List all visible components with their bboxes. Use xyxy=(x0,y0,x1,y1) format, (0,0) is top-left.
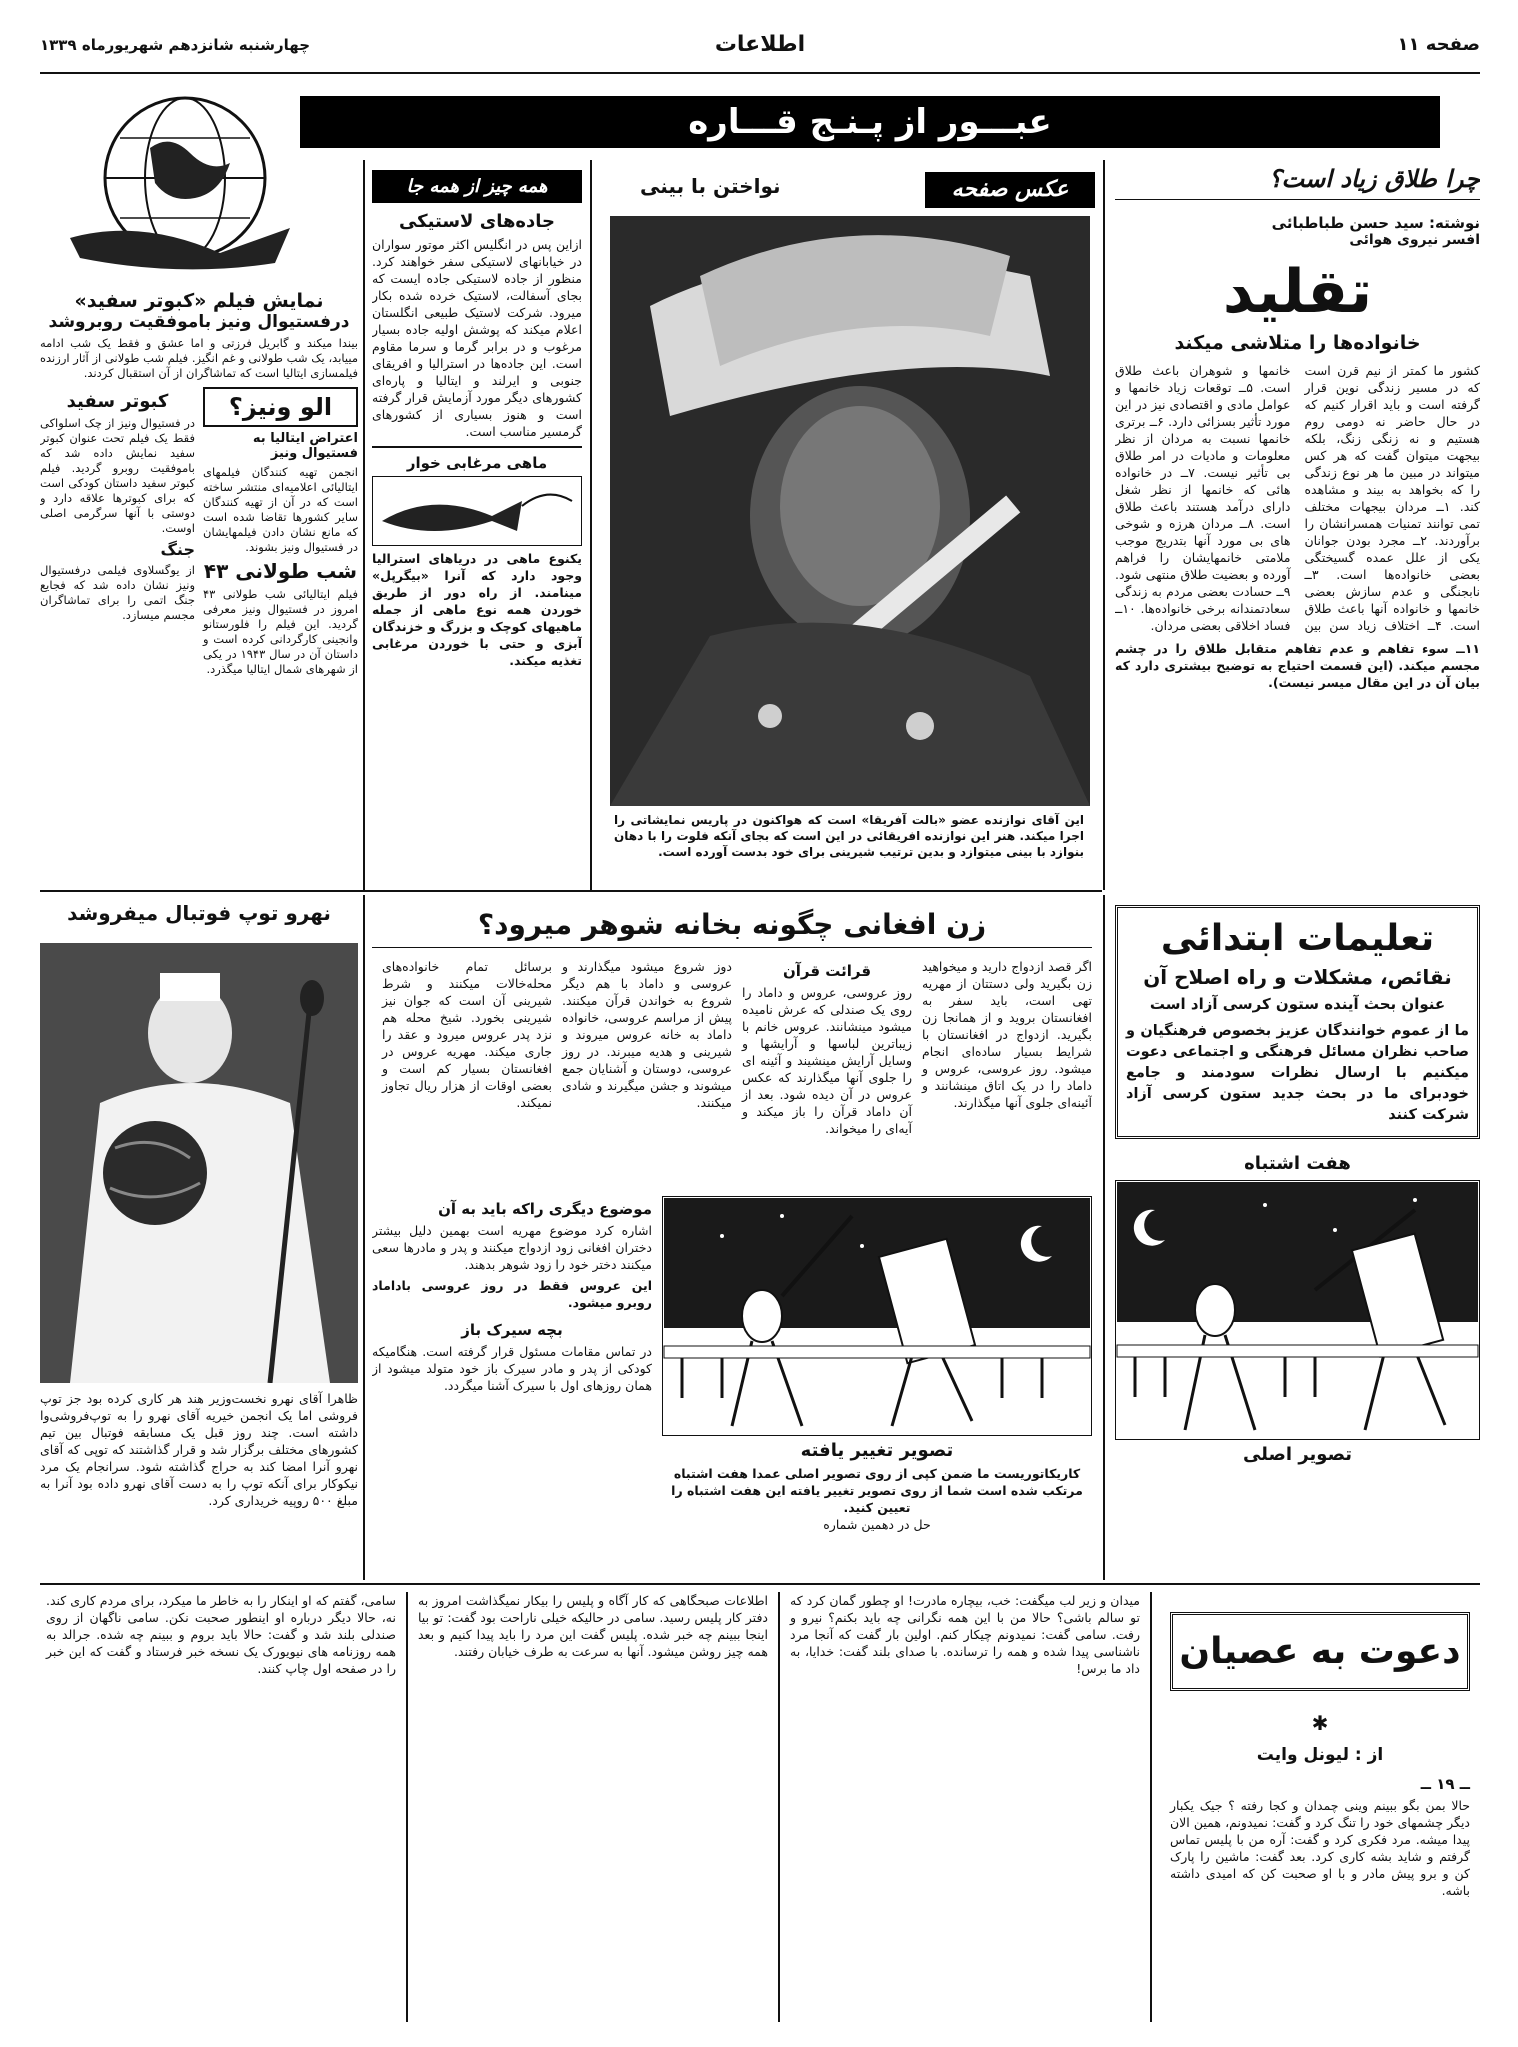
white-dove-title: نمایش فیلم «کبوتر سفید» xyxy=(74,290,324,312)
long-night-title: شب طولانی ۴۳ xyxy=(203,559,358,583)
row1-bottom-rule xyxy=(40,890,1102,892)
seven-mistakes-title: هفت اشتباه xyxy=(1244,1153,1351,1174)
paper-name: اطلاعات xyxy=(714,32,806,57)
circus-child-title: بچه سیرک باز xyxy=(461,1321,563,1339)
white-dove-subtitle: درفستیوال ونیز باموفقیت روبروشد xyxy=(48,312,350,332)
misc-rule xyxy=(372,446,582,448)
original-cartoon xyxy=(1115,1180,1480,1440)
other-topic-body: اشاره کرد موضوع مهریه است بهمین دلیل بیشتر دختران افغانی زود ازدواج میکنند و پدر و مادرها سعی میکنند دختر خود را زود شوهر بدهند. xyxy=(372,1223,652,1272)
afghan-col-2: روز عروسی، عروس و داماد را روی یک صندلی که عرش نامیده میشود مینشانند. عروس خانم با زیباترین لباسها و آرایشها و وسایل آرایش مینشیند و آئینه ای را جلوی آنها میگذارند که عکس عروس در آن دیده شود. بعد از آن داماد قرآن را باز میکند و آیه‌ای را میخواند. xyxy=(742,985,912,1136)
afghan-article xyxy=(372,900,1092,1580)
row2-divider-2 xyxy=(1103,895,1105,1580)
altered-cartoon-note: حل در دهمین شماره xyxy=(823,1517,931,1532)
education-subtitle: نقائص، مشکلات و راه اصلاح آن xyxy=(1143,965,1452,989)
nehru-title: نهرو توپ فوتبال میفروشد xyxy=(67,901,331,925)
photo-illustration xyxy=(610,216,1090,806)
serial-divider-1 xyxy=(1150,1592,1152,2022)
white-dove-review-body: در فستیوال ونیز از چک اسلواکی فقط یک فیلم تحت عنوان کبوتر سفید نمایش داده شد که باموفقیت روبرو گردید. فیلم کبوتر سفید داستان کودکی است که برای کبوترها علاقه دارد و دوستی با آنها سرگرمی اصلی اوست. xyxy=(40,416,195,535)
rubber-roads-body: ازاین پس در انگلیس اکثر موتور سواران در خیابانهای لاستیکی سفر خواهند کرد. منظور از جاده لاستیکی جاده ایست که بجای آسفالت، لاستیک خرده شده بکار میرود. شرکت لاستیک طبیعی انگلستان اعلام میکند که پوشش اولیه جاده بسیار مرغوب و در برابر گرما و سرما مقاوم است. این جاده‌ها در استرالیا و افریقای جنوبی و ایرلند و ایتالیا و پاره‌ای کشورهای دیگر مورد آزمایش قرار گرفته است و هنوز بسیاری از کشورهای گرمسیر مناسب است. xyxy=(372,237,582,439)
divorce-subhead: خانواده‌ها را متلاشی میکند xyxy=(1174,332,1421,354)
education-note: عنوان بحث آینده ستون کرسی آزاد است xyxy=(1149,995,1446,1013)
primary-education-box xyxy=(1115,905,1480,1575)
row2-divider-1 xyxy=(363,895,365,1580)
afghan-col-4: برسائل تمام خانواده‌های محله‌خالات میکنند و شرط شیرینی آن است که جوان نیز شیرینی بخورد. شیخ محله هم نزد پدر عروس میرود و عقد را جاری میکند. مهریه عروس در افغانستان بسیار کم است و بعضی اوقات از هزار ریال تجاوز نمیکند. xyxy=(382,959,552,1110)
serial-part: ــ ۱۹ ــ xyxy=(1420,1775,1470,1793)
fish-illustration xyxy=(372,476,582,546)
war-body: از یوگسلاوی فیلمی درفستیوال ونیز نشان داده شد که فجایع جنگ اتمی را برای تماشاگران مجسم میسازد. xyxy=(40,563,195,622)
altered-cartoon-title: تصویر تغییر یافته xyxy=(800,1440,954,1461)
divorce-body: کشور ما کمتر از نیم قرن است که در مسیر زندگی نوین قرار گرفته است و باید اقرار کنیم که در حال حاضر نه دومی روم هستیم و نه زنگی زنگ، بلکه بیجهت میتوان گفت که هر کس میتواند در مبین ما هر نوع زندگی را که بخواهد به بیند و مشاهده کند. ۱ــ مردان بیجهات مختلف تمی توانند تمنیات همسرانشان را برآوردند. ۲ــ مجرد بودن جوانان یکی از علل عمده گسیختگی بعضی خانواده‌ها است. ۳ــ نابجنگی و عدم سازش بعضی خانمها و خانواده آنها باعث طلاق است. ۴ــ اختلاف زیاد سن بین خانمها و شوهران باعث طلاق است. ۵ــ توقعات زیاد خانمها و عوامل مادی و اقتصادی نیز در این مورد تأثیر بسزائی دارد. ۶ــ برتری خانمها نسبت به مردان از نظر معلومات و مادیات در امر طلاق بی تأثیر نیست. ۷ــ در خانواده هائی که خانمها از نظر شغل دارای درآمد هستند باعث طلاق است. ۸ــ مردان هرزه و شوخی های بی مورد آنها بتدریج موجب ملامتی خانمهایشان را فراهم آورده و بعضیت طلاق منتهی شود. ۹ــ حسادت بعضی مردم به زندگی سعادتمندانه برخی خانواده‌ها. ۱۰ــ فساد اخلاقی بعضی مردان. xyxy=(1115,363,1480,633)
serial-divider-3 xyxy=(406,1592,408,2022)
masthead-rule xyxy=(40,72,1480,74)
serial-col-1: حالا بمن بگو ببینم وینی چمدان و کجا رفته ؟ جیک یکبار دیگر چشمهای خود را تنگ کرد و گفت: نمیدونم، همین الان پیدا میشه. مرد فکری کرد و گفت: آره من با پلیس تماس گرفتم و شاید بشه کاری کرد. بعد گفت: ماشین را پارک کن و برو پیش مادر و با او صحبت کن که امیدی داشته باشه. xyxy=(1170,1798,1470,1898)
circus-child-body: در تماس مقامات مسئول قرار گرفته است. هنگامیکه کودکی از پدر و مادر سیرک باز خود متولد میشود از همان روزهای اول با سیرک آشنا میگردد. xyxy=(372,1344,652,1393)
photo-feature xyxy=(600,160,1095,885)
col3-divider xyxy=(363,160,365,890)
banner-box xyxy=(300,96,1440,148)
photo-caption: این آقای نوازنده عضو «بالت آفریقا» است که هواکنون در پاریس نمایشاتی را اجرا میکند. هنر این نوازنده افریقائی در این است که بجای آنکه فلوت را با دهان بنوازد با بینی میتوازد و بدین ترتیب شیرینی برای خود بدست آورده است. xyxy=(614,813,1084,859)
divorce-author-role: افسر نیروی هوائی xyxy=(1349,232,1480,248)
serial-top-rule xyxy=(40,1583,1480,1585)
divorce-headline: تقلید xyxy=(1222,257,1373,327)
serial-title: دعوت به عصیان xyxy=(1170,1612,1470,1691)
nehru-photo xyxy=(40,943,358,1383)
serial-col-3: اطلاعات صبحگاهی که کار آگاه و پلیس را بیکار نمیگذاشت امروز به دفتر کار پلیس رسید. سامی در حالیکه خیلی ناراحت بود گفت: تو بیا اینجا ببینم چه خبر شده. پلیس گفت این مرد را باید پیدا کنیم و بعد همه چیز روشن میشود. آنها به سرعت به طرف خیابان رفتند. xyxy=(418,1593,768,1659)
serial-story xyxy=(40,1592,1480,2032)
serial-divider-2 xyxy=(778,1592,780,2022)
duck-fish-body: یکنوع ماهی در دریاهای استرالیا وجود دارد که آنرا «بیگرپل» مینامند. از راه دور از طریق خوردن همه نوع ماهی از جمله ماهیهای کوچک و بزرگ و خزندگان آبزی و حتی با خوردن مرغابی تغذیه میکند. xyxy=(372,551,582,668)
koran-reading-title: قرائت قرآن xyxy=(782,962,872,980)
globe-continent xyxy=(150,142,230,199)
afghan-title: زن افغانی چگونه بخانه شوهر میرود؟ xyxy=(372,908,1092,948)
war-title: جنگ xyxy=(160,540,195,559)
education-body: ما از عموم خوانندگان عزیز بخصوص فرهنگیان و صاحب نظران مسائل فرهنگی و اجتماعی دعوت میکنیم با ارسال نظرات سودمند و جامع خودبرای ما در بحث جدید ستون کرسی آزاد شرکت کنند xyxy=(1126,1023,1469,1123)
divorce-column-title: چرا طلاق زیاد است؟ xyxy=(1115,165,1480,200)
divorce-footnote: ۱۱ــ سوء تفاهم و عدم تفاهم متقابل طلاق را در چشم مجسم میکند. (این قسمت احتیاج به توضیح بیشتری دارد که بیان آن در این مقال میسر نیست). xyxy=(1115,641,1480,690)
long-night-body: فیلم ایتالیائی شب طولانی ۴۳ امروز در فستیوال ونیز معرفی گردید. این فیلم را فلورستانو وانجینی کارگردانی کرده است و داستان آن در سال ۱۹۴۳ در یکی از شهرهای شمال ایتالیا میگذرد. xyxy=(203,587,358,676)
page-number: صفحه ۱۱ xyxy=(1397,34,1480,55)
afghan-col-1: اگر قصد ازدواج دارید و میخواهید زن بگیرید ولی دستتان از مهریه تهی است، باید سفر به افغانستان بروید و از همانجا زن بگیرید. ازدواج در افغانستان با شرایط بسیار ساده‌ای انجام میشود. روز عروسی، عروس و داماد را در یک اتاق مینشانند و آئینه‌ای جلوی آنها میگذارند. xyxy=(922,959,1092,1110)
italy-protest-title: اعتراض ایتالیا به فستیوال ونیز xyxy=(252,431,358,461)
original-cartoon-caption: تصویر اصلی xyxy=(1242,1444,1353,1465)
misc-news xyxy=(372,170,582,890)
flute-musician-photo xyxy=(610,216,1090,806)
altered-cartoon xyxy=(662,1196,1092,1436)
rubber-roads-title: جاده‌های لاستیکی xyxy=(398,211,556,232)
nehru-caption: ظاهرا آقای نهرو نخست‌وزیر هند هر کاری کرده بود جز توپ فروشی اما یک انجمن خیریه آقای نهرو را به توپ‌فروشی‌وا داشته است. چند روز قبل یک مسابقه فوتبال بین تیم کشورهای مختلف برگزار شد و قرار گذاشتند که توپی که آقای نهرو آنرا امضا کند به حراج گذاشته شود. سرانجام یک مرد نیکوکار برای آنکه توپ را به دست آقای نهرو داده بود آنرا به مبلغ ۵۰۰ روپیه خریداری کرد. xyxy=(40,1391,358,1508)
divorce-article xyxy=(1115,165,1480,885)
nehru-photo-illustration xyxy=(40,943,358,1383)
globe-plane xyxy=(70,228,290,269)
masthead xyxy=(40,30,1480,70)
education-title: تعلیمات ابتدائی xyxy=(1160,918,1435,959)
globe-illustration xyxy=(60,78,310,288)
serial-col-2: میدان و زیر لب میگفت: خب، بیچاره مادرت! او چطور گمان کرد که تو سالم باشی؟ حالا من با این همه نگرانی چه باید بکنم؟ نیرو و رفت. سامی گفت: نمیدونم چیکار کنم. اولین بار گفت که آنجا مرد ناشناسی پیدا شده و همه را ترسانده. با صدای بلند گفت: خدایا، به داد ما برس! xyxy=(790,1593,1140,1676)
nehru-article xyxy=(40,895,358,1575)
col2-divider xyxy=(590,160,592,890)
white-dove-review-title: کبوتر سفید xyxy=(66,391,169,412)
serial-col-4: سامی، گفتم که او اینکار را به خاطر ما میکرد، برای مردم کاری کند. نه، حالا دیگر درباره او اینطور صحبت نکن. سامی ناگهان از روی صندلی بلند شد و گفت: حالا باید بروم و ببینم چه شده. جرالد به همه روزنامه های نیویورک یک نسخه خبر فرستاد و گفت که این خبر را در صفحه اول چاپ کنند. xyxy=(46,1593,396,1676)
bride-extra: این عروس فقط در روز عروسی باداماد روبرو میشود. xyxy=(372,1278,652,1310)
serial-author: از : لیونل وایت xyxy=(1256,1745,1384,1765)
photo-box-title: عکس صفحه xyxy=(925,172,1095,208)
banner-title: عبـــور از پـنـج قـــاره xyxy=(688,102,1052,142)
allo-venice-box: الو ونیز؟ xyxy=(203,387,358,427)
issue-date: چهارشنبه شانزدهم شهریورماه ۱۳۳۹ xyxy=(40,36,311,54)
other-topic-title: موضوع دیگری راکه باید به آن xyxy=(438,1200,652,1218)
divorce-author: نوشته: سید حسن طباطبائی xyxy=(1271,214,1480,232)
venice-festival xyxy=(40,290,358,850)
serial-star: ✱ xyxy=(1311,1711,1329,1735)
italy-protest-body: انجمن تهیه کنندگان فیلمهای ایتالیائی اعلامیه‌ای منتشر ساخته است که در آن از تهیه کنندگان سایر کشورها تقاضا شده است که مانع نشان دادن فیلمهایشان در فستیوال ونیز بشوند. xyxy=(203,465,358,554)
altered-cartoon-desc: کاریکاتوریست ما ضمن کپی از روی تصویر اصلی عمدا هفت اشتباه مرتکب شده است شما از روی تصویر تغییر یافته این هفت اشتباه را تعیین کنید. xyxy=(671,1466,1083,1515)
festival-intro: بیندا میکند و گابریل فرزتی و اما عشق و فقط یک شب ادامه مییابد، یک شب طولانی و غم انگیز. فیلم شب طولانی از آثار ارزنده فیلمسازی ایتالیا است که تماشاگران از آن استقبال کردند. xyxy=(40,336,358,380)
misc-box-title: همه چیز از همه جا xyxy=(372,170,582,203)
duck-fish-title: ماهی مرغابی خوار xyxy=(406,454,548,472)
afghan-col-3: دوز شروع میشود میگذارند و عروسی و داماد با هم دیگر شروع به خواندن قرآن میکنند. پیش از مراسم عروسی، خانواده داماد به خانه عروس میروند و شیرینی و هدیه میبرند. در روز عروسی، دوستان و آشنایان جمع میشوند و جشن میگیرند و شادی میکنند. xyxy=(562,959,732,1110)
photo-title: نواختن با بینی xyxy=(640,174,781,198)
col1-divider xyxy=(1103,160,1105,890)
